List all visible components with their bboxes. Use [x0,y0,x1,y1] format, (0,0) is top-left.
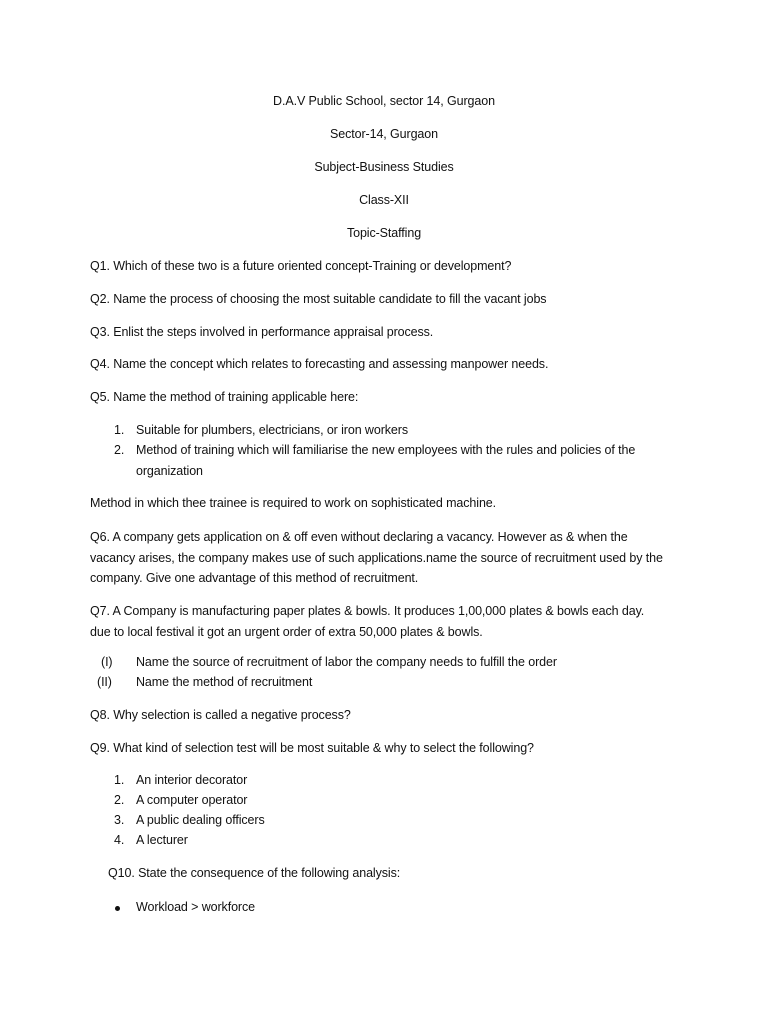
question-8: Q8. Why selection is called a negative process? [90,708,351,722]
list-item: A public dealing officers [136,813,265,827]
question-9: Q9. What kind of selection test will be most suitable & why to select the following? [90,741,534,755]
topic-title: Topic-Staffing [346,226,422,240]
bullet-item: Workload > workforce [136,900,255,914]
list-marker: 1. [114,423,125,437]
list-item: A lecturer [136,833,188,847]
subject-title: Subject-Business Studies [314,160,454,174]
bullet-icon [115,906,120,911]
question-6-line: company. Give one advantage of this method of recruitment. [90,571,419,585]
list-item: Suitable for plumbers, electricians, or iron workers [136,423,408,437]
list-item-continuation: organization [136,464,203,478]
list-marker: (II) [97,675,112,689]
question-3: Q3. Enlist the steps involved in performance appraisal process. [90,325,434,339]
list-marker: 3. [114,813,125,827]
question-4: Q4. Name the concept which relates to forecasting and assessing manpower needs. [90,357,549,371]
school-name: D.A.V Public School, sector 14, Gurgaon [273,94,495,108]
question-5: Q5. Name the method of training applicable here: [90,390,359,404]
list-item: A computer operator [136,793,248,807]
list-item: Name the method of recruitment [136,675,313,689]
question-6-line: vacancy arises, the company makes use of such applications.name the source of recruitment used by the [90,550,663,565]
question-7-line: due to local festival it got an urgent order of extra 50,000 plates & bowls. [90,624,483,639]
list-item: Method of training which will familiarise the new employees with the rules and policies of the [136,443,636,457]
class-title: Class-XII [359,193,409,207]
list-item: An interior decorator [136,773,248,787]
question-1: Q1. Which of these two is a future oriented concept-Training or development? [90,259,512,273]
list-marker: 4. [114,833,125,847]
school-location: Sector-14, Gurgaon [330,127,438,141]
question-10: Q10. State the consequence of the following analysis: [108,866,401,880]
question-6 [90,527,680,589]
list-marker: 2. [114,443,125,457]
question-5-extra: Method in which thee trainee is required to work on sophisticated machine. [90,496,497,510]
question-6-line: Q6. A company gets application on & off even without declaring a vacancy. However as & when the [90,530,628,544]
question-7-line: Q7. A Company is manufacturing paper plates & bowls. It produces 1,00,000 plates & bowls each day. [90,604,645,618]
question-7 [90,601,680,642]
question-2: Q2. Name the process of choosing the most suitable candidate to fill the vacant jobs [90,292,547,306]
list-item: Name the source of recruitment of labor the company needs to fulfill the order [136,655,557,669]
list-marker: 1. [114,773,125,787]
list-marker: (I) [101,655,113,669]
list-marker: 2. [114,793,125,807]
